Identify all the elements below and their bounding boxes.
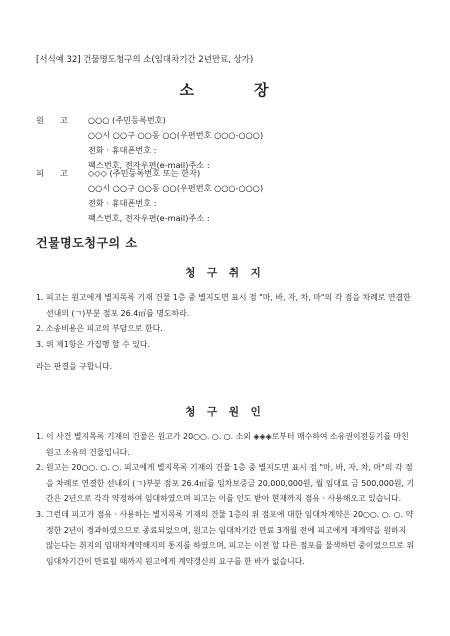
plaintiff-address: ○○시 ○○구 ○○동 ○○(우편번호 ○○○-○○○) (88, 130, 264, 140)
claim-cause-item: 2. 원고는 20○○. ○. ○. 피고에게 별지목록 기재의 건물 1층 중 별지도면 표시 점 "마, 바, 자, 차, 마"의 각 점을 차례로 연결한 선내의 (ㄱ)부분 점포 26.4㎡를 임차보증금 20,000,000원, 월 임대료 금 500,000원, 기간은 2년으로 각각 약정하여 임대하였으며 피고는 이를 인도 받아 현재까지 점유 · 사용해오고 있습니다. (36, 463, 415, 504)
defendant-block (36, 168, 416, 228)
defendant-label-a: 피 (36, 168, 44, 178)
claim-purpose-item: 2. 소송비용은 피고의 부담으로 한다. (36, 324, 163, 334)
plaintiff-phone: 전화 · 휴대폰번호 : (88, 145, 157, 155)
defendant-fax-email: 팩스번호, 전자우편(e-mail)주소 : (88, 213, 210, 223)
claim-cause-item: 1. 이 사건 별지목록 기재의 건물은 원고가 20○○. ○. ○. 소외 ◈◈◈로부터 매수하여 소유권이전등기를 마친 원고 소유의 건물입니다. (36, 432, 409, 457)
document-title-char-1: 소 (179, 81, 196, 99)
defendant-phone: 전화 · 휴대폰번호 : (88, 198, 157, 208)
document-title (0, 79, 450, 100)
claim-purpose-closing: 라는 판결을 구합니다. (36, 362, 113, 371)
plaintiff-label-b: 고 (60, 115, 68, 125)
plaintiff-name: ○○○ (주민등록번호) (88, 115, 166, 125)
claim-purpose-title: 청 구 취 지 (185, 267, 265, 279)
defendant-label (36, 168, 76, 179)
claim-cause-item: 3. 그런데 피고가 점유 · 사용하는 별지목록 기재의 건물 1층의 위 점포에 대한 임대차계약은 20○○. ○. ○. 약정한 2년이 경과하였으므로 종료되었으며, 원고는 임대차기간 만료 3개월 전에 피고에게 재계약을 원하지 않는다는 취지의 임대차계약해지의 통지를 하였으며, 피고는 이전 할 다른 점포를 물색하던 중이었으므로 위 임대차기간이 만료될 때까지 원고에게 계약갱신의 요구를 한 바가 없습니다. (36, 509, 414, 566)
plaintiff-block (36, 115, 416, 175)
defendant-name: ◇◇◇ (주민등록번호 또는 한자) (88, 168, 201, 178)
document-title-char-2: 장 (254, 81, 271, 99)
plaintiff-label (36, 115, 76, 126)
claim-purpose-item: 3. 위 제1항은 가집행 할 수 있다. (36, 339, 150, 349)
claim-purpose-item: 1. 피고는 원고에게 별지목록 기재 건물 1층 중 별지도면 표시 점 "마, 바, 자, 차, 마"의 각 점을 차례로 연결한 선내의 (ㄱ)부분 점포 26.4㎡를 명도하라. (36, 293, 411, 318)
defendant-label-b: 고 (60, 168, 68, 178)
claim-purpose-list (36, 290, 416, 352)
plaintiff-label-a: 원 (36, 115, 44, 125)
plaintiff-fax-email: 팩스번호, 전자우편(e-mail)주소 : (88, 160, 210, 170)
form-title: [서식예 32] 건물명도청구의 소(임대차기간 2년만료, 상가) (36, 55, 254, 65)
defendant-address: ○○시 ○○구 ○○동 ○○(우편번호 ○○○-○○○) (88, 183, 264, 193)
claim-cause-list (36, 429, 416, 569)
case-name: 건물명도청구의 소 (36, 236, 138, 250)
claim-cause-title: 청 구 원 인 (185, 406, 265, 418)
